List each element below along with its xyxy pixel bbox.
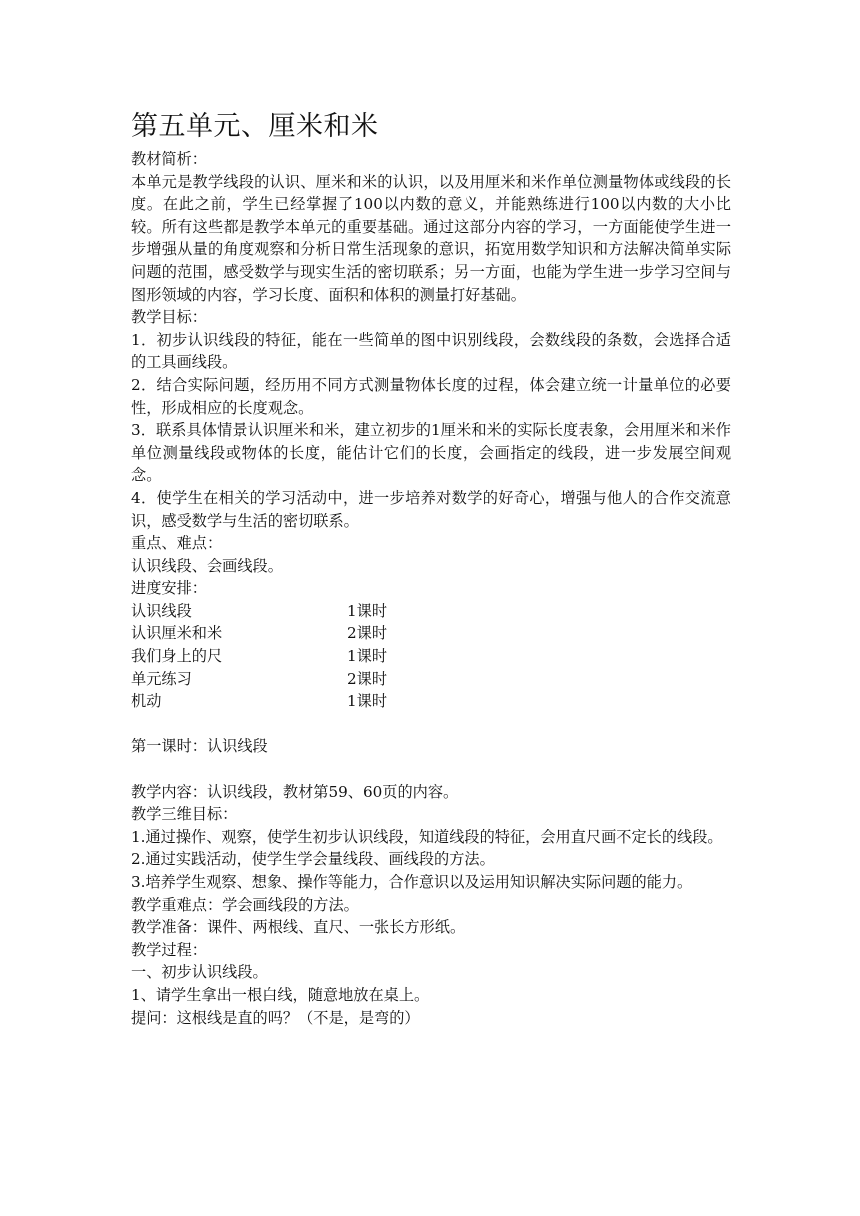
lesson1-content: 教学内容：认识线段，教材第59、60页的内容。 (131, 782, 459, 801)
schedule-item-name: 单元练习 (131, 669, 192, 688)
schedule-item-hours: 1课时 (347, 647, 388, 666)
schedule-item-hours: 1课时 (347, 601, 388, 620)
unit-title: 第五单元、厘米和米 (131, 111, 379, 142)
goal-item: 3．联系具体情景认识厘米和米，建立初步的1厘米和米的实际长度表象，会用厘米和米作单位测量线段或物体的长度，能估计它们的长度，会画指定的线段，进一步发展空间观念。 (131, 421, 731, 485)
schedule-row (131, 645, 731, 668)
lesson1-process-heading: 教学过程： (131, 940, 207, 959)
process-line: 提问：这根线是直的吗？（不是，是弯的） (131, 1008, 420, 1027)
key-points-heading: 重点、难点： (131, 534, 223, 553)
blank-line (131, 713, 731, 736)
schedule-row (131, 668, 731, 691)
blank-line (131, 758, 731, 781)
goal-item: 1．初步认识线段的特征，能在一些简单的图中识别线段，会数线段的条数，会选择合适的工具画线段。 (131, 330, 731, 372)
schedule-row (131, 622, 731, 645)
goal-item: 4．使学生在相关的学习活动中，进一步培养对数学的好奇心，增强与他人的合作交流意识，感受数学与生活的密切联系。 (131, 488, 731, 530)
schedule-item-name: 认识厘米和米 (131, 624, 223, 643)
process-line: 1、请学生拿出一根白线，随意地放在桌上。 (131, 985, 430, 1004)
lesson1-goal-item: 2.通过实践活动，使学生学会量线段、画线段的方法。 (131, 850, 495, 869)
lesson1-title: 第一课时：认识线段 (131, 737, 268, 756)
lesson1-goal-item: 1.通过操作、观察，使学生初步认识线段，知道线段的特征，会用直尺画不定长的线段。 (131, 827, 723, 846)
schedule-item-name: 认识线段 (131, 601, 192, 620)
analysis-paragraph: 本单元是教学线段的认识、厘米和米的认识，以及用厘米和米作单位测量物体或线段的长度。在此之前，学生已经掌握了100以内数的意义，并能熟练进行100以内数的大小比较。所有这些都是教学本单元的重要基础。通过这部分内容的学习，一方面能使学生进一步增强从量的角度观察和分析日常生活现象的意识，拓宽用数学知识和方法解决简单实际问题的范围，感受数学与现实生活的密切联系；另一方面，也能为学生进一步学习空间与图形领域的内容，学习长度、面积和体积的测量打好基础。 (131, 172, 731, 304)
schedule-item-hours: 2课时 (347, 669, 388, 688)
schedule-item-name: 机动 (131, 692, 162, 711)
goal-item: 2．结合实际问题，经历用不同方式测量物体长度的过程，体会建立统一计量单位的必要性，形成相应的长度观念。 (131, 375, 731, 417)
key-points: 认识线段、会画线段。 (131, 556, 283, 575)
lesson1-goal-item: 3.培养学生观察、想象、操作等能力，合作意识以及运用知识解决实际问题的能力。 (131, 873, 693, 891)
lesson1-key: 教学重难点：学会画线段的方法。 (131, 895, 359, 914)
goals-heading: 教学目标： (131, 308, 207, 327)
schedule-row (131, 690, 731, 713)
schedule-item-hours: 1课时 (347, 692, 388, 711)
lesson1-prep: 教学准备：课件、两根线、直尺、一张长方形纸。 (131, 918, 466, 937)
schedule-item-name: 我们身上的尺 (131, 647, 223, 666)
lesson1-goals-heading: 教学三维目标： (131, 805, 238, 824)
schedule-item-hours: 2课时 (347, 624, 388, 643)
document-content (131, 109, 731, 1029)
schedule-row (131, 600, 731, 623)
analysis-heading: 教材简析： (131, 150, 207, 168)
process-line: 一、初步认识线段。 (131, 963, 268, 982)
schedule-heading: 进度安排： (131, 579, 207, 598)
